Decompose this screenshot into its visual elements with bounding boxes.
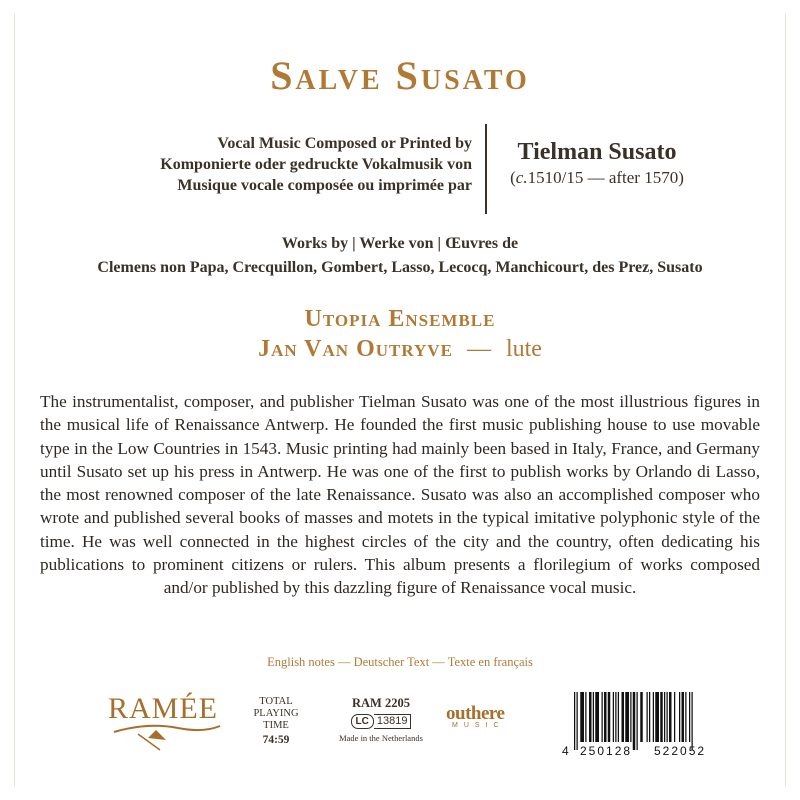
vertical-divider [485, 124, 487, 214]
composer-block [497, 138, 697, 190]
catalog-number: RAM 2205 [352, 696, 410, 710]
album-title: Salve Susato [270, 53, 530, 98]
outhere-wordmark: outhere [446, 703, 505, 724]
outhere-logo [446, 703, 536, 743]
works-heading: Works by | Werke von | Œuvres de [281, 235, 519, 252]
ramee-wordmark: RAMÉE [108, 692, 218, 725]
playing-time-label-2: PLAYING [253, 708, 299, 719]
notes-languages: English notes — Deutscher Text — Texte en français [267, 655, 533, 669]
works-block [0, 232, 800, 280]
playing-time-label-3: TIME [263, 720, 289, 731]
composer-dates: (c.1510/15 — after 1570) [510, 168, 684, 187]
ramee-logo [108, 692, 228, 752]
soloist-separator: — [466, 336, 492, 362]
playing-time [246, 696, 306, 746]
made-in: Made in the Netherlands [339, 733, 423, 743]
playing-time-duration: 74:59 [262, 734, 290, 746]
album-description: The instrumentalist, composer, and publisher Tielman Susato was one of the most illustrious figures in the musical life of Renaissance Antwerp. He founded the first music publishing house to use movable type in the Low Countries in 1543. Music printing had mainly been based in Italy, France, and Germany until Susato set up his press in Antwerp. He was one of the first to publish works by Orlando di Lasso, the most renowned composer of the late Renaissance. Susato was also an accomplished composer who wrote and published several books of masses and motets in the typical imitative polyphonic style of the time. He was well connected in the highest circles of the city and the country, often dedicating his publications to prominent citizens or rulers. This album presents a florilegium of works composed and/or published by this dazzling figure of Renaissance vocal music. [40, 392, 760, 598]
label-code [351, 714, 412, 729]
soloist-name: Jan Van Outryve [258, 336, 453, 362]
composer-name: Tielman Susato [517, 139, 677, 165]
barcode-group-1: 250128 [580, 744, 633, 758]
barcode-digit-first: 4 [562, 744, 569, 758]
circa-prefix: c. [515, 168, 528, 187]
dates-range: 1510/15 — after 1570) [527, 168, 684, 187]
outhere-tagline: MUSIC [452, 722, 505, 729]
subtitle-block [160, 133, 472, 196]
works-composers: Clemens non Papa, Crecquillon, Gombert, Lasso, Lecocq, Manchicourt, des Prez, Susato [97, 259, 703, 276]
ensemble-name: Utopia Ensemble [304, 306, 496, 332]
label-code-number: 13819 [374, 714, 412, 729]
subtitle-german: Komponierte oder gedruckte Vokalmusik von [160, 156, 472, 173]
performers-block [0, 304, 800, 364]
soloist-instrument: lute [505, 336, 542, 362]
subtitle-english: Vocal Music Composed or Printed by [217, 135, 472, 152]
playing-time-label-1: TOTAL [259, 696, 293, 707]
catalog-block [335, 696, 427, 743]
label-code-prefix: LC [351, 714, 374, 729]
barcode-group-2: 522052 [654, 744, 707, 758]
subtitle-french: Musique vocale composée ou imprimée par [177, 177, 472, 194]
ramee-swoosh-icon [108, 692, 228, 752]
soloist-line [0, 334, 800, 364]
